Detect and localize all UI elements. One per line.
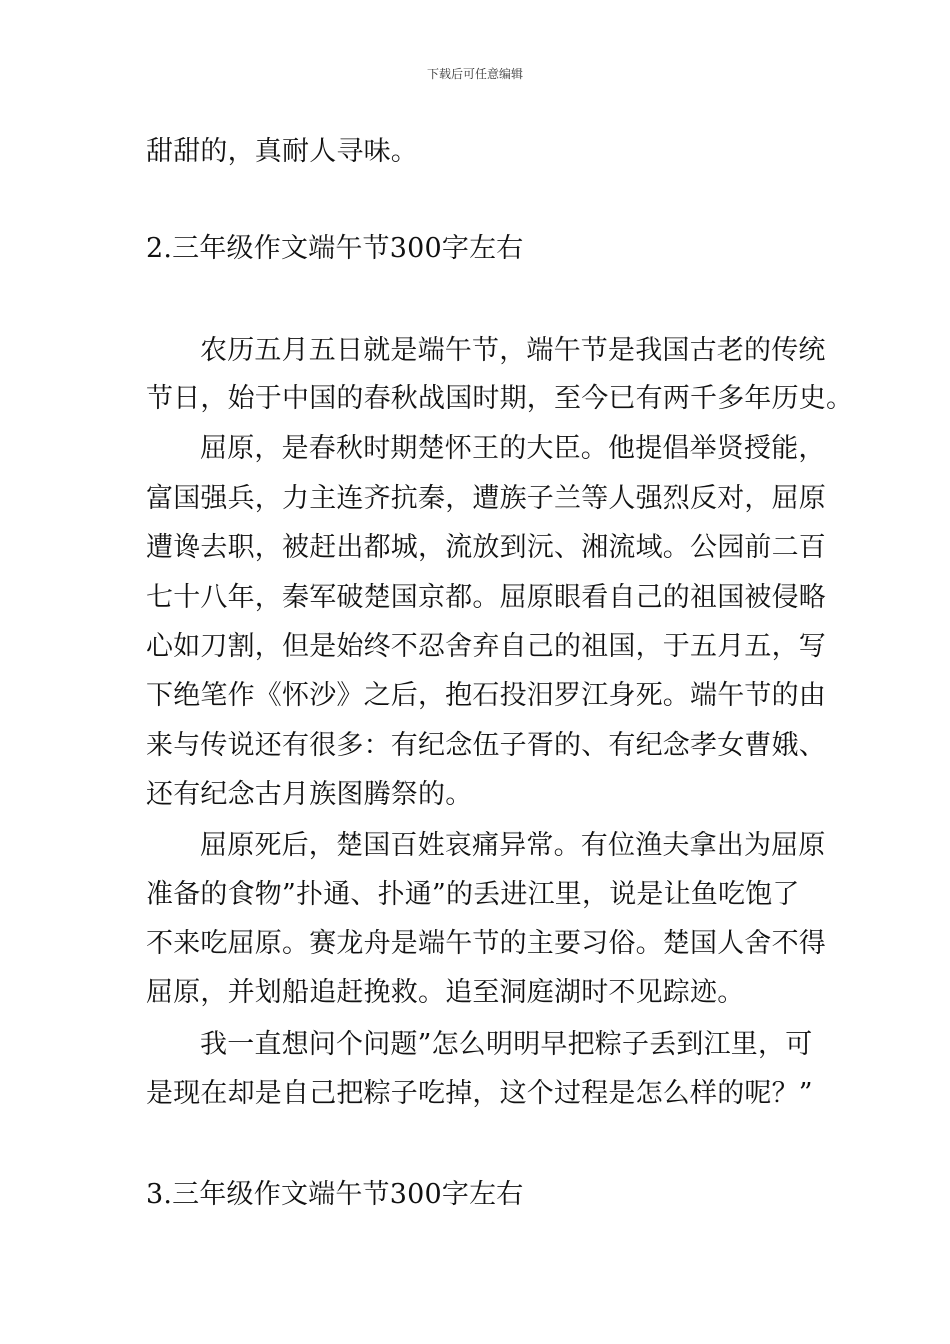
paragraph-line: 我一直想问个问题”怎么明明早把粽子丢到江里，可 (200, 1029, 813, 1060)
paragraph-line: 下绝笔作《怀沙》之后，抱石投汨罗江身死。端午节的由 (146, 680, 826, 711)
paragraph-line: 农历五月五日就是端午节，端午节是我国古老的传统 (200, 335, 826, 366)
paragraph-line: 甜甜的，真耐人寻味。 (146, 136, 418, 167)
page-header: 下载后可任意编辑 (426, 67, 523, 81)
paragraph-line: 还有纪念古月族图腾祭的。 (146, 779, 473, 810)
paragraph-line: 心如刀割，但是始终不忍舍弃自己的祖国，于五月五，写 (146, 631, 826, 662)
paragraph-line: 屈原，是春秋时期楚怀王的大臣。他提倡举贤授能， (200, 433, 826, 464)
paragraph-line: 遭谗去职，被赶出都城，流放到沅、湘流域。公园前二百 (146, 532, 826, 563)
paragraph-line: 来与传说还有很多：有纪念伍子胥的、有纪念孝女曹娥、 (146, 730, 826, 761)
section-heading: 3.三年级作文端午节300字左右 (146, 1179, 524, 1210)
paragraph-line: 是现在却是自己把粽子吃掉，这个过程是怎么样的呢？” (146, 1078, 813, 1109)
paragraph-line: 七十八年，秦军破楚国京都。屈原眼看自己的祖国被侵略 (146, 582, 826, 613)
section-heading: 2.三年级作文端午节300字左右 (146, 233, 524, 264)
paragraph-line: 屈原，并划船追赶挽救。追至洞庭湖时不见踪迹。 (146, 977, 745, 1008)
paragraph-line: 准备的食物”扑通、扑通”的丢进江里，说是让鱼吃饱了 (146, 879, 800, 910)
paragraph-line: 节日，始于中国的春秋战国时期，至今已有两千多年历史。 (146, 383, 854, 414)
paragraph-line: 富国强兵，力主连齐抗秦，遭族子兰等人强烈反对，屈原 (146, 483, 826, 514)
paragraph-line: 不来吃屈原。赛龙舟是端午节的主要习俗。楚国人舍不得 (146, 928, 826, 959)
paragraph-line: 屈原死后，楚国百姓哀痛异常。有位渔夫拿出为屈原 (200, 830, 826, 861)
